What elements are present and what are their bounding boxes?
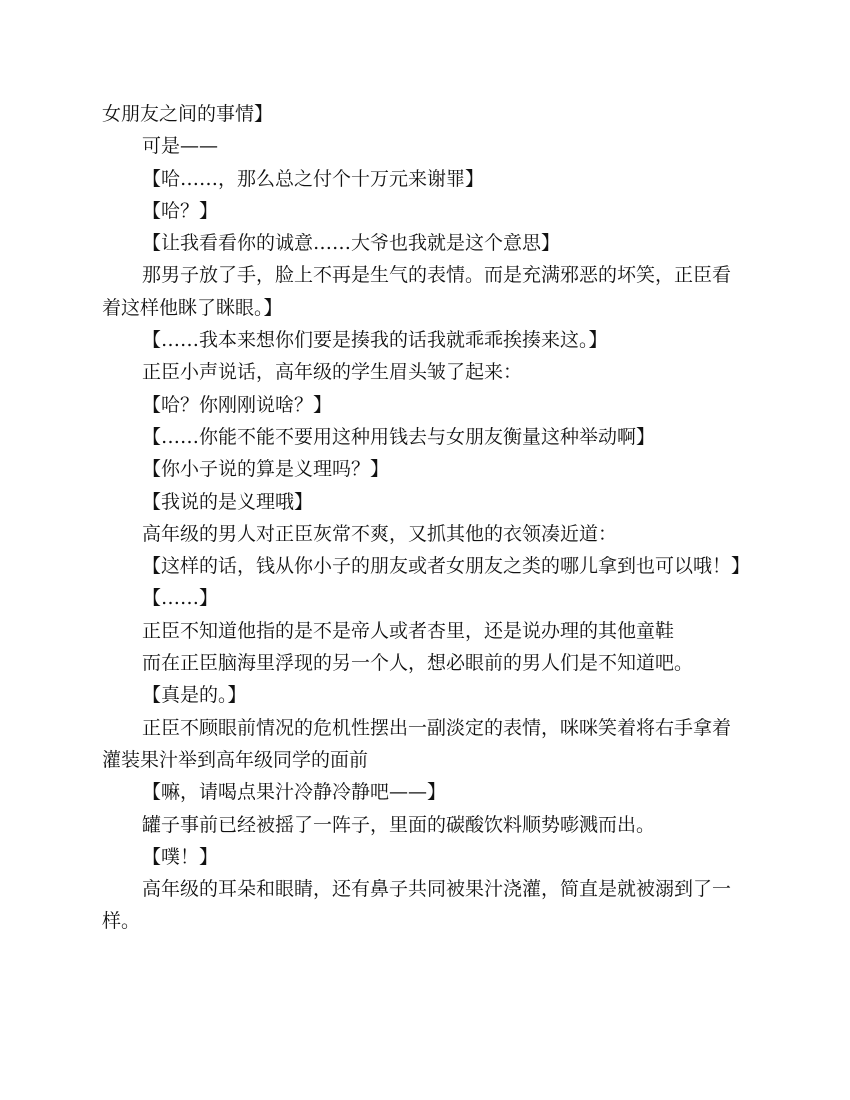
paragraph-23: 高年级的耳朵和眼睛，还有鼻子共同被果汁浇灌，简直是就被溺到了一样。 xyxy=(102,878,732,933)
paragraph-6: 那男子放了手，脸上不再是生气的表情。而是充满邪恶的坏笑，正臣看着这样他眯了眯眼。】 xyxy=(102,264,732,319)
paragraph-1: 女朋友之间的事情】 xyxy=(102,103,274,125)
paragraph-4: 【哈？】 xyxy=(142,199,219,222)
paragraph-3: 【哈……，那么总之付个十万元来谢罪】 xyxy=(142,167,485,190)
paragraph-17: 而在正臣脑海里浮现的另一个人，想必眼前的男人们是不知道吧。 xyxy=(142,652,694,675)
paragraph-8: 正臣小声说话，高年级的学生眉头皱了起来： xyxy=(142,361,523,384)
paragraph-22: 【噗！】 xyxy=(142,845,219,868)
paragraph-5: 【让我看看你的诚意……大爷也我就是这个意思】 xyxy=(142,232,561,255)
paragraph-2: 可是—— xyxy=(142,135,219,158)
paragraph-7: 【……我本来想你们要是揍我的话我就乖乖挨揍来这。】 xyxy=(142,329,608,352)
paragraph-14: 【这样的话，钱从你小子的朋友或者女朋友之类的哪儿拿到也可以哦！】 xyxy=(142,555,751,578)
document-body xyxy=(102,98,751,938)
paragraph-21: 罐子事前已经被摇了一阵子，里面的碳酸饮料顺势嘭溅而出。 xyxy=(142,813,656,836)
paragraph-12: 【我说的是义理哦】 xyxy=(142,490,314,513)
paragraph-15: 【……】 xyxy=(142,587,219,610)
paragraph-10: 【……你能不能不要用这种用钱去与女朋友衡量这种举动啊】 xyxy=(142,425,656,448)
paragraph-9: 【哈？你刚刚说啥？】 xyxy=(142,393,333,416)
paragraph-11: 【你小子说的算是义理吗？】 xyxy=(142,458,390,481)
paragraph-13: 高年级的男人对正臣灰常不爽，又抓其他的衣领凑近道： xyxy=(142,522,618,545)
paragraph-16: 正臣不知道他指的是不是帝人或者杏里，还是说办理的其他童鞋 xyxy=(142,619,675,642)
paragraph-19: 正臣不顾眼前情况的危机性摆出一副淡定的表情，咪咪笑着将右手拿着灌装果汁举到高年级同学的面前 xyxy=(102,716,732,771)
paragraph-18: 【真是的。】 xyxy=(142,684,247,707)
paragraph-20: 【嘛，请喝点果汁冷静冷静吧——】 xyxy=(142,781,447,804)
